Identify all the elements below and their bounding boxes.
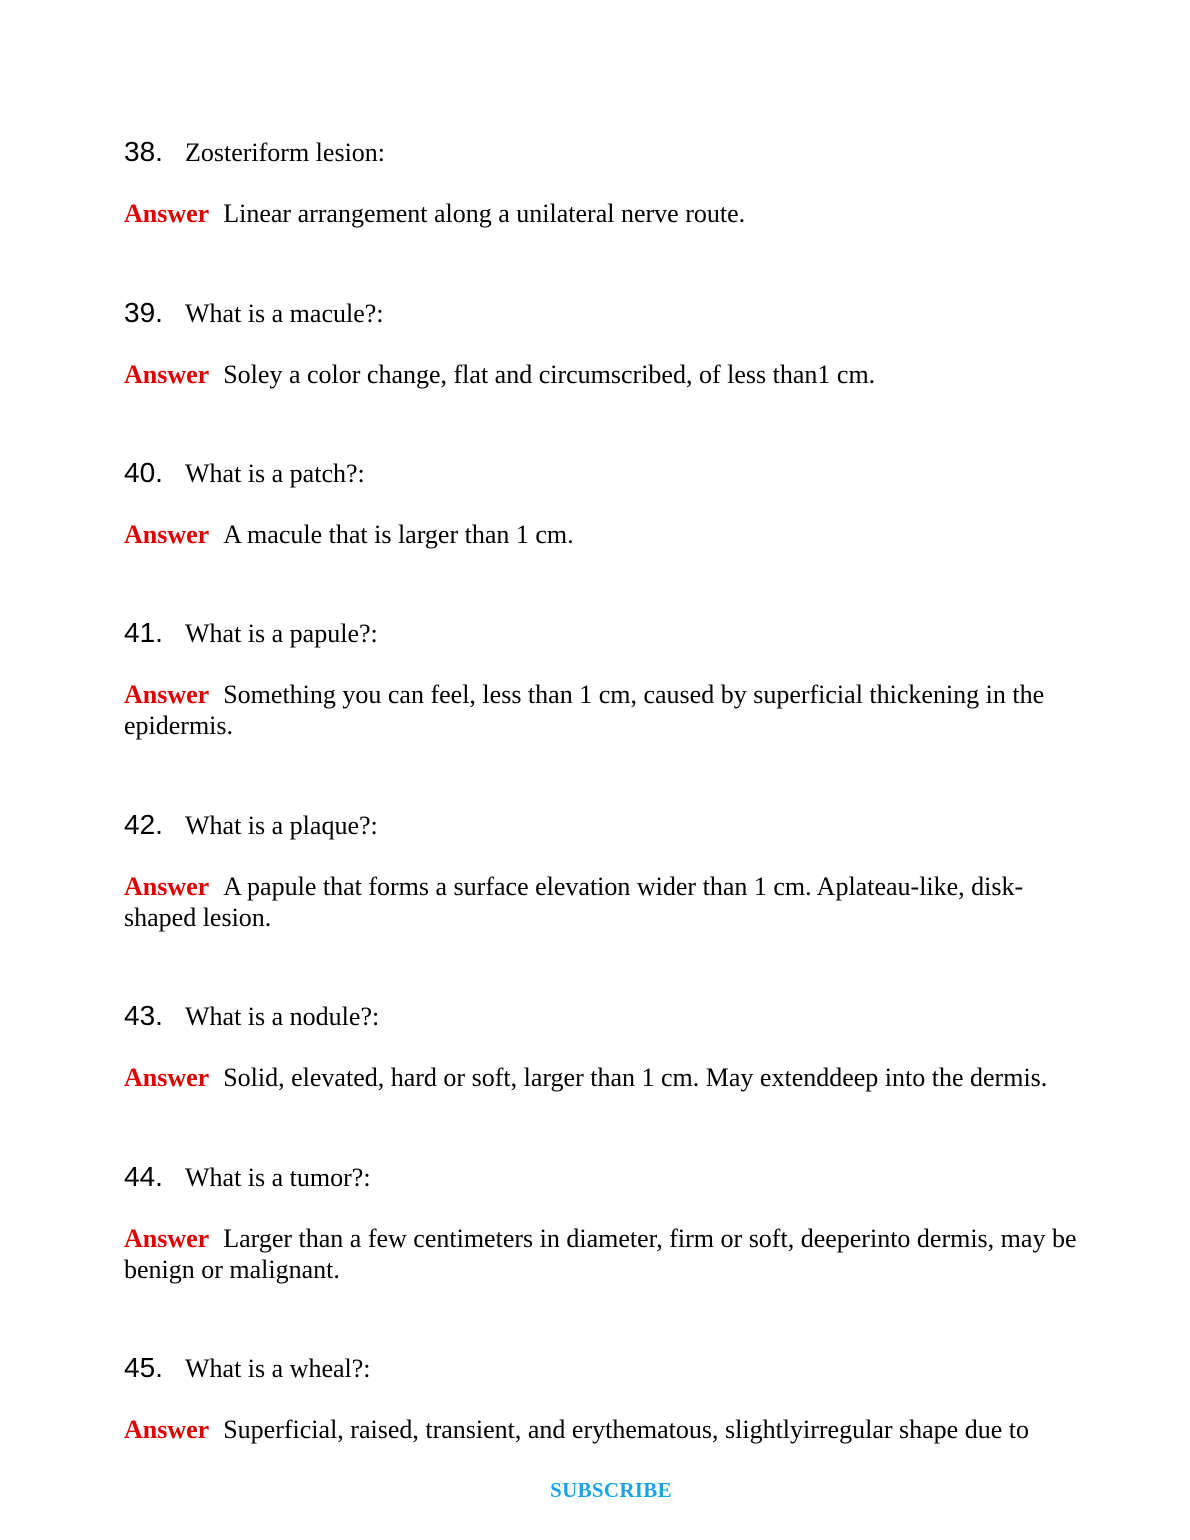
qa-item-41	[124, 617, 1090, 741]
answer-text: Larger than a few centimeters in diameter, firm or soft, deeperinto dermis, may be benign or malignant.	[124, 1224, 1077, 1284]
question-text: What is a tumor?:	[185, 1163, 371, 1192]
question-text: What is a patch?:	[185, 459, 365, 488]
qa-item-39	[124, 297, 1090, 390]
qa-item-43	[124, 1000, 1090, 1093]
question-row	[124, 1161, 1090, 1195]
answer-label: Answer	[124, 680, 210, 709]
answer-text: Superficial, raised, transient, and erythematous, slightlyirregular shape due to	[223, 1415, 1029, 1444]
answer-label: Answer	[124, 520, 210, 549]
question-number: 39.	[124, 297, 163, 328]
answer-row	[124, 679, 1090, 741]
answer-text: Something you can feel, less than 1 cm, caused by superficial thickening in the epidermis.	[124, 680, 1045, 740]
question-text: Zosteriform lesion:	[185, 138, 386, 167]
question-row	[124, 1000, 1090, 1034]
answer-text: Solid, elevated, hard or soft, larger than 1 cm. May extenddeep into the dermis.	[223, 1063, 1048, 1092]
answer-label: Answer	[124, 199, 210, 228]
answer-label: Answer	[124, 1063, 210, 1092]
answer-label: Answer	[124, 360, 210, 389]
question-text: What is a plaque?:	[185, 811, 378, 840]
question-row	[124, 1352, 1090, 1386]
question-number: 38.	[124, 136, 163, 167]
answer-row	[124, 871, 1090, 933]
answer-text: Soley a color change, flat and circumscribed, of less than1 cm.	[223, 360, 876, 389]
question-row	[124, 617, 1090, 651]
question-number: 45.	[124, 1352, 163, 1383]
answer-text: A papule that forms a surface elevation wider than 1 cm. Aplateau-like, disk-shaped lesion.	[124, 872, 1024, 932]
question-row	[124, 457, 1090, 491]
answer-row	[124, 359, 1090, 390]
question-number: 43.	[124, 1000, 163, 1031]
answer-row	[124, 1223, 1090, 1285]
page-footer	[0, 1478, 1190, 1503]
question-row	[124, 809, 1090, 843]
question-number: 41.	[124, 617, 163, 648]
answer-text: Linear arrangement along a unilateral nerve route.	[223, 199, 746, 228]
question-text: What is a nodule?:	[185, 1002, 380, 1031]
qa-item-44	[124, 1161, 1090, 1285]
question-row	[124, 136, 1090, 170]
question-row	[124, 297, 1090, 331]
question-text: What is a papule?:	[185, 619, 378, 648]
question-number: 42.	[124, 809, 163, 840]
question-text: What is a macule?:	[185, 299, 384, 328]
subscribe-link[interactable]: SUBSCRIBE	[550, 1478, 672, 1502]
answer-row	[124, 1062, 1090, 1093]
answer-row	[124, 1414, 1090, 1445]
answer-label: Answer	[124, 1415, 210, 1444]
qa-item-45	[124, 1352, 1090, 1445]
question-number: 44.	[124, 1161, 163, 1192]
qa-item-42	[124, 809, 1090, 933]
question-number: 40.	[124, 457, 163, 488]
answer-label: Answer	[124, 872, 210, 901]
answer-row	[124, 519, 1090, 550]
answer-label: Answer	[124, 1224, 210, 1253]
answer-text: A macule that is larger than 1 cm.	[223, 520, 574, 549]
answer-row	[124, 198, 1090, 229]
qa-item-38	[124, 136, 1090, 229]
question-text: What is a wheal?:	[185, 1354, 371, 1383]
qa-item-40	[124, 457, 1090, 550]
